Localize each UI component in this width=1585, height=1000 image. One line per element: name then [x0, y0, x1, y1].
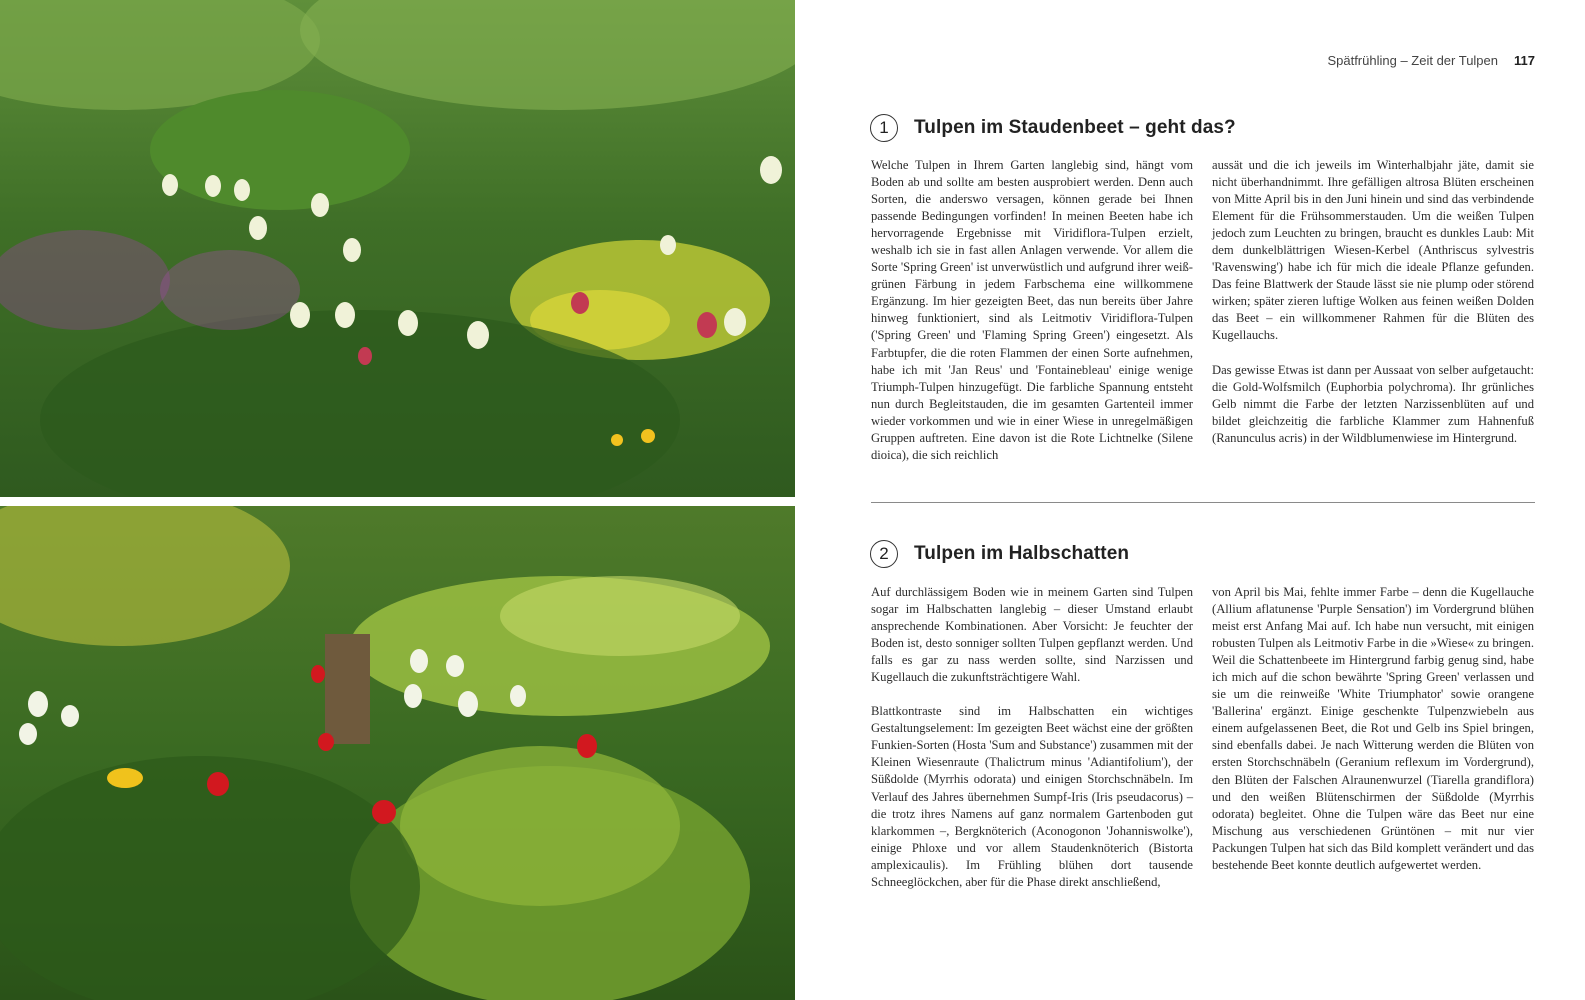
- section-1-right-column: [1212, 157, 1534, 464]
- photo-separator: [0, 497, 795, 506]
- photo-tulip-shade-bed: [0, 506, 795, 1000]
- section-2-title: Tulpen im Halbschatten: [914, 543, 1130, 564]
- running-head: [1327, 53, 1535, 68]
- section-1-heading: [870, 114, 1236, 142]
- section-2-right-paragraph-1: von April bis Mai, fehlte immer Farbe – denn die Kugellauche (Allium aflatunense 'Purple Sensation') im Vordergrund blühen meist erst Anfang Mai auf. Ich habe nun versucht, mit einigen robusten Tulpen als Leitmotiv Farbe in die »Wiese« zu bringen. Weil die Schattenbeete im Hintergrund farbig genug sind, habe ich mich auf die schon bewährte 'Spring Green' verlassen und sie um die reinweiße 'White Triumphator' sowie orangene 'Ballerina' ergänzt. Einige geschenkte Tulpenzwiebeln aus einem aufgelassenen Beet, die Rot und Gelb ins Spiel bringen, sind ebenfalls dabei. Je nach Witterung werden die Blüten von ersten Storchschnäbeln (Geranium reflexum im Vordergrund), den Blüten der Falschen Alraunenwurzel (Tiarella grandiflora) und den weißen Blütenschirmen der Süßdolde (Myrrhis odorata) begleitet. Ohne die Tulpen wäre das Beet nur eine Mischung aus verschiedenen Grüntönen – mit nur vier Packungen Tulpen hat sich das Bild komplett verändert und das bestehende Beet konnte deutlich aufgewertet werden.: [1212, 585, 1534, 872]
- running-head-chapter: Spätfrühling – Zeit der Tulpen: [1327, 53, 1499, 68]
- section-2-number-badge: 2: [870, 540, 898, 568]
- section-2-left-column: [871, 584, 1193, 908]
- photo-bottom-illustration: [0, 506, 795, 1000]
- section-1-right-paragraph-2: Das gewisse Etwas ist dann per Aussaat von selber aufgetaucht: die Gold-Wolfsmilch (Euphorbia polychroma). Ihr grünliches Gelb nimmt die Farbe der letzten Narzissenblüten auf und bildet gleichzeitig die farbliche Klammer zum Hahnenfuß (Ranunculus acris) in der Wildblumenwiese im Hintergrund.: [1212, 362, 1534, 445]
- section-1-left-column: [871, 157, 1193, 481]
- section-1-title: Tulpen im Staudenbeet – geht das?: [914, 117, 1236, 138]
- page-number: 117: [1514, 53, 1535, 68]
- photo-top-illustration: [0, 0, 795, 497]
- section-2-left-paragraph-1: Auf durchlässigem Boden wie in meinem Garten sind Tulpen sogar im Halbschatten langlebig – dieser Umstand erlaubt ansprechende Kombinationen. Aber Vorsicht: Je feuchter der Boden ist, desto sonniger sollten Tulpen gepflanzt werden. Und falls es gar zu nass werden sollte, sind Narzissen und Kugellauch die zukunftsträchtigere Wahl.: [871, 585, 1193, 685]
- section-2-left-paragraph-2: Blattkontraste sind im Halbschatten ein wichtiges Gestaltungselement: Im gezeigten Beet wächst eine der größten Funkien-Sorten (Hosta 'Sum and Substance') zusammen mit der Kleinen Wiesenraute (Thalictrum minus 'Adiantifolium'), der Süßdolde (Myrrhis odorata) und einigen Storchschnäbeln. Im Verlauf des Jahres übernehmen Sumpf-Iris (Iris pseudacorus) – die trotz ihres Namens auf ganz normalem Gartenboden gut klarkommen –, Bergknöterich (Aconogonon 'Johanniswolke'), einige Phloxe und vor allem Staudenknöterich (Bistorta amplexicaulis). Im Frühling blühen dort tausende Schneeglöckchen, aber für die Phase direkt anschließend,: [871, 704, 1193, 889]
- section-divider: [871, 502, 1535, 503]
- photo-tulip-perennial-bed: [0, 0, 795, 497]
- section-1-left-paragraph-1: Welche Tulpen in Ihrem Garten langlebig sind, hängt vom Boden ab und sollte am besten ausprobiert werden. Denn auch Sorten, die anderswo versagen, können gerade bei Ihnen passende Bedingungen vorfinden! In meinen Beeten habe ich hervorragende Ergebnisse mit Viridiflora-Tulpen erzielt, weshalb ich sie in fast allen Anlagen verwende. Vor allem die Sorte 'Spring Green' ist unverwüstlich und aufgrund ihrer weiß-grünen Färbung in jedem Farbschema eine willkommene Ergänzung. Im hier gezeigten Beet, das nun bereits über Jahre hinweg funktioniert, sind als Leitmotiv Viridiflora-Tulpen ('Spring Green' und 'Flaming Spring Green') eingesetzt. Als Farbtupfer, die die roten Flammen der einen Sorte aufnehmen, habe ich mit 'Jan Reus' und 'Fontainebleau' einige wenige Triumph-Tulpen hinzugefügt. Die farbliche Spannung entsteht nun durch Begleitstauden, die im gesamten Gartenteil immer wieder vorkommen und wie in einer Wiese in unregelmäßigen Gruppen auftreten. Eine davon ist die Rote Lichtnelke (Silene dioica), die sich reichlich: [871, 158, 1193, 462]
- section-1-right-paragraph-1: aussät und die ich jeweils im Winterhalbjahr jäte, damit sie nicht überhandnimmt. Ihre gefälligen altrosa Blüten erscheinen von Mitte April bis in den Juni hinein und sind das verbindende Element für die Frühsommerstauden. Um die weißen Tulpen jedoch zum Leuchten zu bringen, braucht es dunkles Laub: Mit dem dunkelblättrigen Wiesen-Kerbel (Anthriscus sylvestris 'Ravenswing') habe ich für mich die ideale Pflanze gefunden. Das feine Blattwerk der Staude lässt sie nie plump oder störend wirken; später zieren luftige Wolken aus feinen weißen Dolden das Beet – ein willkommener Rahmen für die Blüten des Kugellauchs.: [1212, 158, 1534, 343]
- section-2-heading: [870, 540, 1129, 568]
- section-1-number-badge: 1: [870, 114, 898, 142]
- section-2-right-column: [1212, 584, 1534, 891]
